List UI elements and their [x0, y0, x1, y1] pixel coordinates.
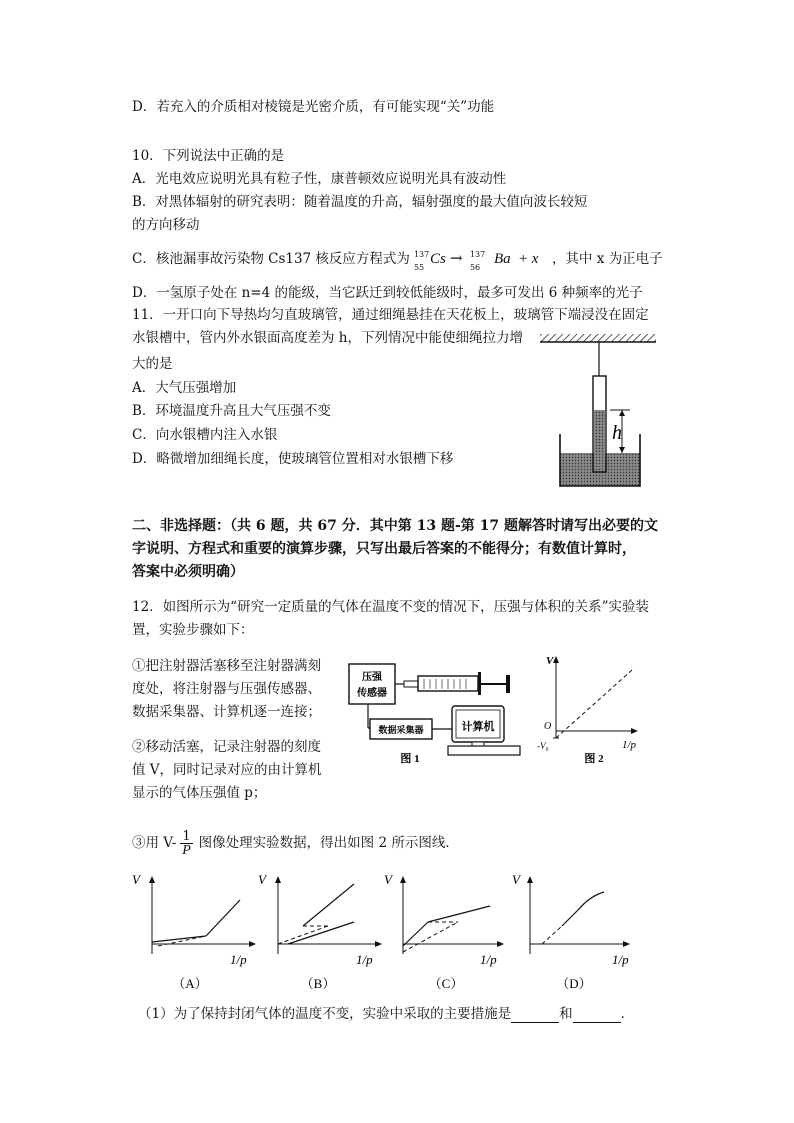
- q11-option-b: B．环境温度升高且大气压强不变: [132, 403, 331, 419]
- option-a-y-label: V: [132, 872, 140, 887]
- q9-option-d: D．若充入的介质相对棱镜是光密介质，有可能实现“关”功能: [132, 99, 495, 115]
- fraction-one-over-p: [180, 830, 192, 857]
- computer: [448, 706, 520, 755]
- q10-option-d: D．一氢原子处在 n=4 的能级，当它跃迁到较低能级时，最多可发出 6 种频率的光子: [132, 285, 643, 301]
- q12-stem-line1: 12．如图所示为“研究一定质量的气体在温度不变的情况下，压强与体积的关系”实验装: [132, 599, 649, 615]
- plus-x: + x: [517, 251, 539, 267]
- q12-step1-line1: ①把注射器活塞移至注射器满刻: [132, 658, 321, 674]
- reaction-arrow: →: [449, 249, 463, 267]
- q12-step3-prefix: ③用 V-: [132, 835, 177, 851]
- option-d-graph: [512, 872, 630, 991]
- q11-stem-line2: 水银槽中，管内外水银面高度差为 h，下列情况中能使细绳拉力增: [132, 330, 523, 346]
- option-c-x-label: 1/p: [480, 952, 497, 967]
- option-d-label: （D）: [556, 976, 592, 991]
- option-c-graph: [384, 872, 504, 991]
- q10-stem: 10．下列说法中正确的是: [132, 148, 285, 164]
- q12-step1-line2: 度处，将注射器与压强传感器、: [132, 681, 321, 697]
- sensor-label-line2: 传感器: [357, 688, 387, 699]
- q10-option-a: A．光电效应说明光具有粒子性，康普顿效应说明光具有波动性: [132, 171, 507, 187]
- q12-graph-figure: [536, 652, 646, 768]
- ba-mass-number: 137: [469, 250, 486, 259]
- collector-label: 数据采集器: [378, 725, 424, 735]
- q10-option-b-line1: B．对黑体辐射的研究表明：随着温度的升高，辐射强度的最大值向波长较短: [132, 194, 588, 210]
- fraction-numerator: 1: [182, 829, 191, 844]
- section2-heading-line2: 字说明、方程式和重要的演算步骤，只写出最后答案的不能得分；有数值计算时，: [132, 541, 636, 557]
- answer-blank-1[interactable]: [511, 1008, 559, 1023]
- cs-atomic-number: 55: [413, 263, 425, 272]
- option-d-y-label: V: [512, 872, 520, 887]
- glass-tube: [593, 376, 606, 472]
- q12-step3: [132, 830, 459, 857]
- fig2-y-label: V: [546, 655, 554, 667]
- q10-option-c-prefix: C．核池漏事故污染物 Cs137 核反应方程式为: [132, 251, 410, 267]
- q12-stem-line2: 置，实验步骤如下：: [132, 622, 254, 638]
- fig2-x-label: 1/p: [622, 739, 637, 751]
- option-d-x-label: 1/p: [612, 952, 629, 967]
- syringe: [395, 672, 510, 695]
- nuclear-equation: [410, 249, 552, 272]
- option-c-y-label: V: [384, 872, 392, 887]
- computer-label: 计算机: [461, 721, 495, 733]
- option-c-label: （C）: [428, 976, 464, 991]
- sensor-label-line1: 压强: [362, 672, 382, 683]
- q12-apparatus-figure: [344, 656, 530, 768]
- q11-stem-line3: 大的是: [132, 356, 173, 372]
- q12-option-graphs: [128, 866, 648, 994]
- figure2-caption: 图 2: [584, 753, 604, 765]
- q10-option-c: [132, 249, 663, 272]
- q10-option-c-suffix: ，其中 x 为正电子: [551, 251, 663, 267]
- answer-blank-2[interactable]: [573, 1008, 621, 1023]
- q11-option-a: A．大气压强增加: [132, 380, 237, 396]
- fig2-intercept-label: -V₀: [537, 741, 549, 751]
- height-label: h: [612, 422, 622, 444]
- figure1-caption: 图 1: [400, 753, 420, 765]
- option-b-y-label: V: [258, 872, 266, 887]
- option-b-graph: [258, 872, 382, 991]
- ba-atomic-number: 56: [469, 263, 481, 272]
- q11-option-d: D．略微增加细绳长度，使玻璃管位置相对水银槽下移: [132, 451, 454, 467]
- q12-step2-line2: 值 V，同时记录对应的由计算机: [132, 762, 322, 778]
- section2-heading-line3: 答案中必须明确）: [132, 564, 244, 580]
- q12-sub1-prefix: （1）为了保持封闭气体的温度不变，实验中采取的主要措施是: [138, 1006, 512, 1022]
- option-a-x-label: 1/p: [230, 952, 247, 967]
- ba-symbol: Ba: [493, 251, 511, 267]
- q11-stem-line1: 11．一开口向下导热均匀直玻璃管，通过细绳悬挂在天花板上，玻璃管下端浸没在固定: [132, 307, 649, 323]
- q12-step2-line1: ②移动活塞，记录注射器的刻度: [132, 739, 321, 755]
- fig2-dashed-line: [556, 670, 632, 738]
- q11-mercury-tube-figure: [538, 330, 658, 492]
- option-b-x-label: 1/p: [356, 952, 373, 967]
- fraction-denominator: P: [182, 843, 191, 858]
- q12-sub1-middle: 和: [559, 1006, 573, 1022]
- q12-step2-line3: 显示的气体压强值 p；: [132, 785, 267, 801]
- section2-heading-line1: 二、非选择题：（共 6 题，共 67 分．其中第 13 题-第 17 题解答时请写出必要的文: [132, 518, 658, 534]
- fig2-origin: O: [544, 721, 552, 732]
- option-a-graph: [132, 872, 256, 991]
- q12-sub1-suffix: ．: [620, 1006, 635, 1022]
- pressure-sensor-box: [349, 664, 395, 704]
- q12-step3-suffix: 图像处理实验数据，得出如图 2 所示图线．: [198, 835, 459, 851]
- q12-step1-line3: 数据采集器、计算机逐一连接；: [132, 704, 321, 720]
- option-b-label: （B）: [300, 976, 336, 991]
- q11-option-c: C．向水银槽内注入水银: [132, 427, 278, 443]
- q12-sub1: [138, 1005, 634, 1023]
- cs-symbol: Cs: [429, 251, 446, 267]
- option-a-label: （A）: [172, 976, 208, 991]
- data-collector-box: [370, 719, 432, 739]
- ceiling: [540, 334, 656, 342]
- cs-mass-number: 137: [413, 250, 430, 259]
- q10-option-b-line2: 的方向移动: [132, 217, 200, 233]
